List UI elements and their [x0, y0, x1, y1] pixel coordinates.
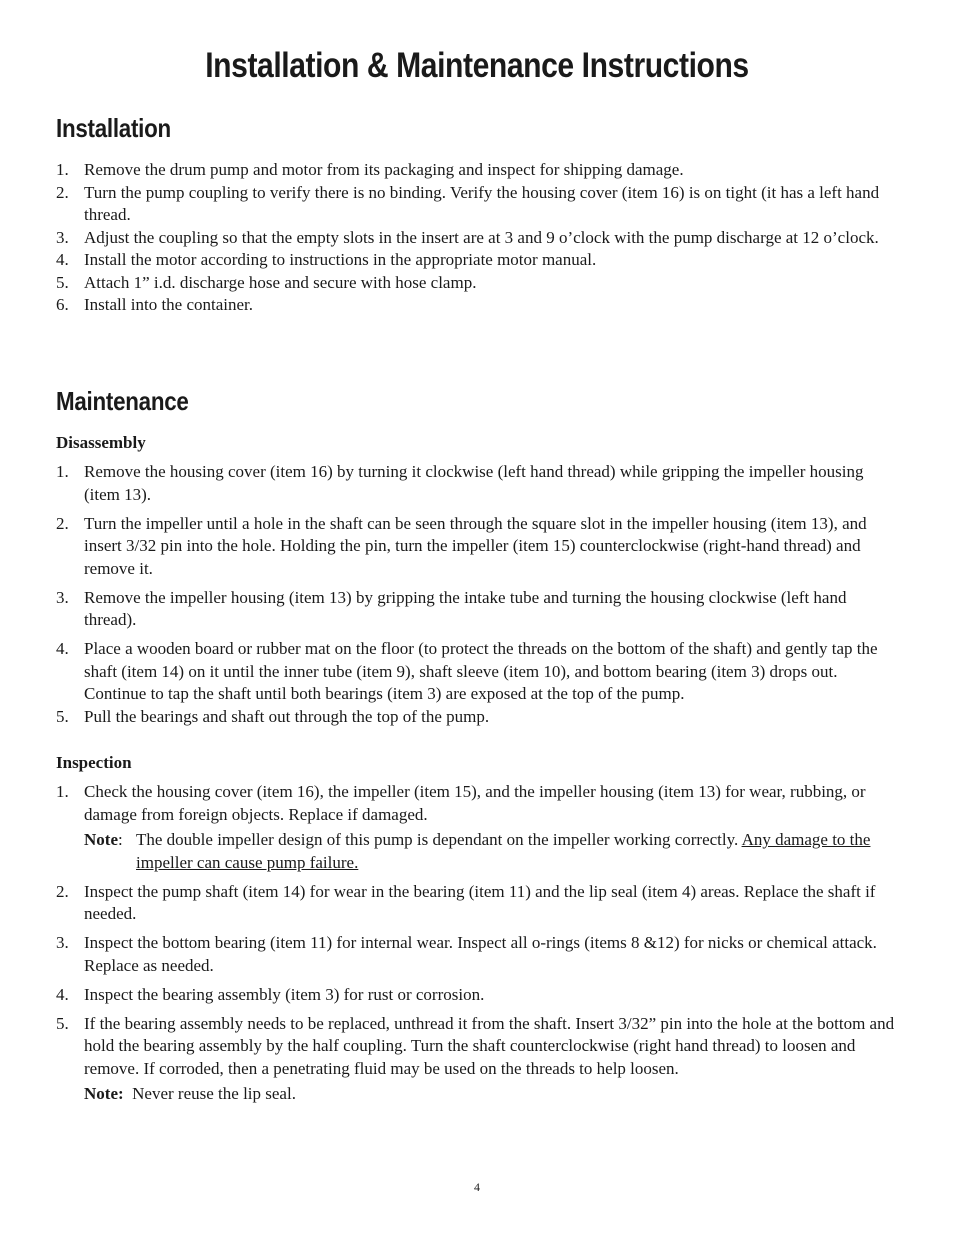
step-text: Inspect the bearing assembly (item 3) for rust or corrosion.: [84, 984, 485, 1004]
step-text: Pull the bearings and shaft out through the top of the pump.: [84, 706, 490, 726]
note-underlined-text: Any damage to the impeller can cause pump failure.: [136, 830, 871, 872]
maintenance-heading: Maintenance: [56, 386, 189, 416]
page-number: 4: [474, 1180, 480, 1194]
list-item: [56, 638, 901, 706]
impeller-note: [84, 829, 901, 874]
step-number: 4.: [56, 639, 69, 658]
step-text: Remove the drum pump and motor from its packaging and inspect for shipping damage.: [84, 160, 684, 179]
step-text: Place a wooden board or rubber mat on the floor (to protect the threads on the bottom of the shaft) and gently tap the shaft (item 14) on it until the inner tube (item 9), shaft sleeve (item 10), and bottom bearing (item 3) drops out. Continue to tap the shaft until both bearings (item 3) are exposed at the top of the pump.: [84, 639, 878, 703]
list-item: [56, 272, 901, 295]
list-item: [56, 249, 901, 272]
step-text: Install into the container.: [84, 295, 254, 314]
list-item: [56, 587, 901, 632]
step-number: 3.: [56, 933, 69, 952]
list-item: [56, 513, 901, 581]
step-text: Inspect the pump shaft (item 14) for wear in the bearing (item 11) and the lip seal (item 4) areas. Replace the shaft if needed.: [84, 881, 876, 923]
step-text: Check the housing cover (item 16), the impeller (item 15), and the impeller housing (item 13) for wear, rubbing, or damage from foreign objects. Replace if damaged.: [84, 782, 866, 824]
list-item: [56, 881, 901, 926]
step-number: 5.: [56, 272, 69, 292]
step-number: 4.: [56, 984, 69, 1004]
step-number: 3.: [56, 587, 69, 607]
step-text: Inspect the bottom bearing (item 11) for internal wear. Inspect all o-rings (items 8 &12) for nicks or chemical attack. Replace as needed.: [84, 933, 877, 975]
list-item: [56, 706, 901, 729]
list-item: [56, 159, 901, 182]
step-text: Install the motor according to instructions in the appropriate motor manual.: [84, 250, 597, 269]
step-text: Adjust the coupling so that the empty slots in the insert are at 3 and 9 o’clock with the pump discharge at 12 o’clock.: [84, 227, 879, 247]
installation-heading: Installation: [56, 113, 171, 143]
step-number: 1.: [56, 160, 69, 179]
step-number: 1.: [56, 462, 69, 481]
inspection-steps: [56, 781, 901, 1112]
step-number: 4.: [56, 250, 69, 269]
step-number: 5.: [56, 1013, 69, 1033]
list-item: [56, 781, 901, 874]
step-text: Turn the impeller until a hole in the shaft can be seen through the square slot in the impeller housing (item 13), and insert 3/32 pin into the hole. Holding the pin, turn the impeller (item 15) counterclockwise (right-hand thread) and remove it.: [84, 513, 867, 578]
installation-steps: [56, 159, 901, 317]
step-number: 2.: [56, 182, 69, 202]
step-number: 2.: [56, 513, 69, 533]
page-title: Installation & Maintenance Instructions: [205, 46, 749, 85]
step-number: 1.: [56, 782, 69, 801]
lip-seal-note: [84, 1083, 901, 1106]
step-number: 6.: [56, 295, 69, 314]
list-item: [56, 182, 901, 227]
inspection-heading: Inspection: [56, 753, 132, 772]
note-label: Note:: [84, 1084, 124, 1103]
note-colon: :: [117, 830, 123, 849]
list-item: [56, 932, 901, 977]
step-number: 2.: [56, 881, 69, 901]
step-text: Remove the impeller housing (item 13) by gripping the intake tube and turning the housing clockwise (left hand thread).: [84, 587, 847, 629]
step-text: Turn the pump coupling to verify there is no binding. Verify the housing cover (item 16) is on tight (it has a left hand thread.: [84, 182, 880, 224]
step-text: If the bearing assembly needs to be replaced, unthread it from the shaft. Insert 3/32” pin into the hole at the bottom and hold the bearing assembly by the half coupling. Turn the shaft counterclockwise (right hand thread) to loosen and remove. If corroded, then a penetrating fluid may be used on the threads to help loosen.: [84, 1013, 895, 1078]
list-item: [56, 227, 901, 250]
list-item: [56, 461, 901, 506]
step-number: 3.: [56, 227, 69, 247]
note-label: Note: [84, 830, 118, 849]
list-item: [56, 984, 901, 1007]
step-text: Attach 1” i.d. discharge hose and secure with hose clamp.: [84, 272, 477, 292]
step-text: Remove the housing cover (item 16) by turning it clockwise (left hand thread) while gripping the impeller housing (item 13).: [84, 462, 864, 504]
list-item: [56, 294, 901, 317]
disassembly-heading: Disassembly: [56, 433, 146, 452]
note-text: Never reuse the lip seal.: [132, 1084, 296, 1103]
list-item: [56, 1013, 901, 1106]
disassembly-steps: [56, 461, 901, 735]
step-number: 5.: [56, 706, 69, 726]
note-text: The double impeller design of this pump is dependant on the impeller working correctly.: [136, 830, 742, 849]
